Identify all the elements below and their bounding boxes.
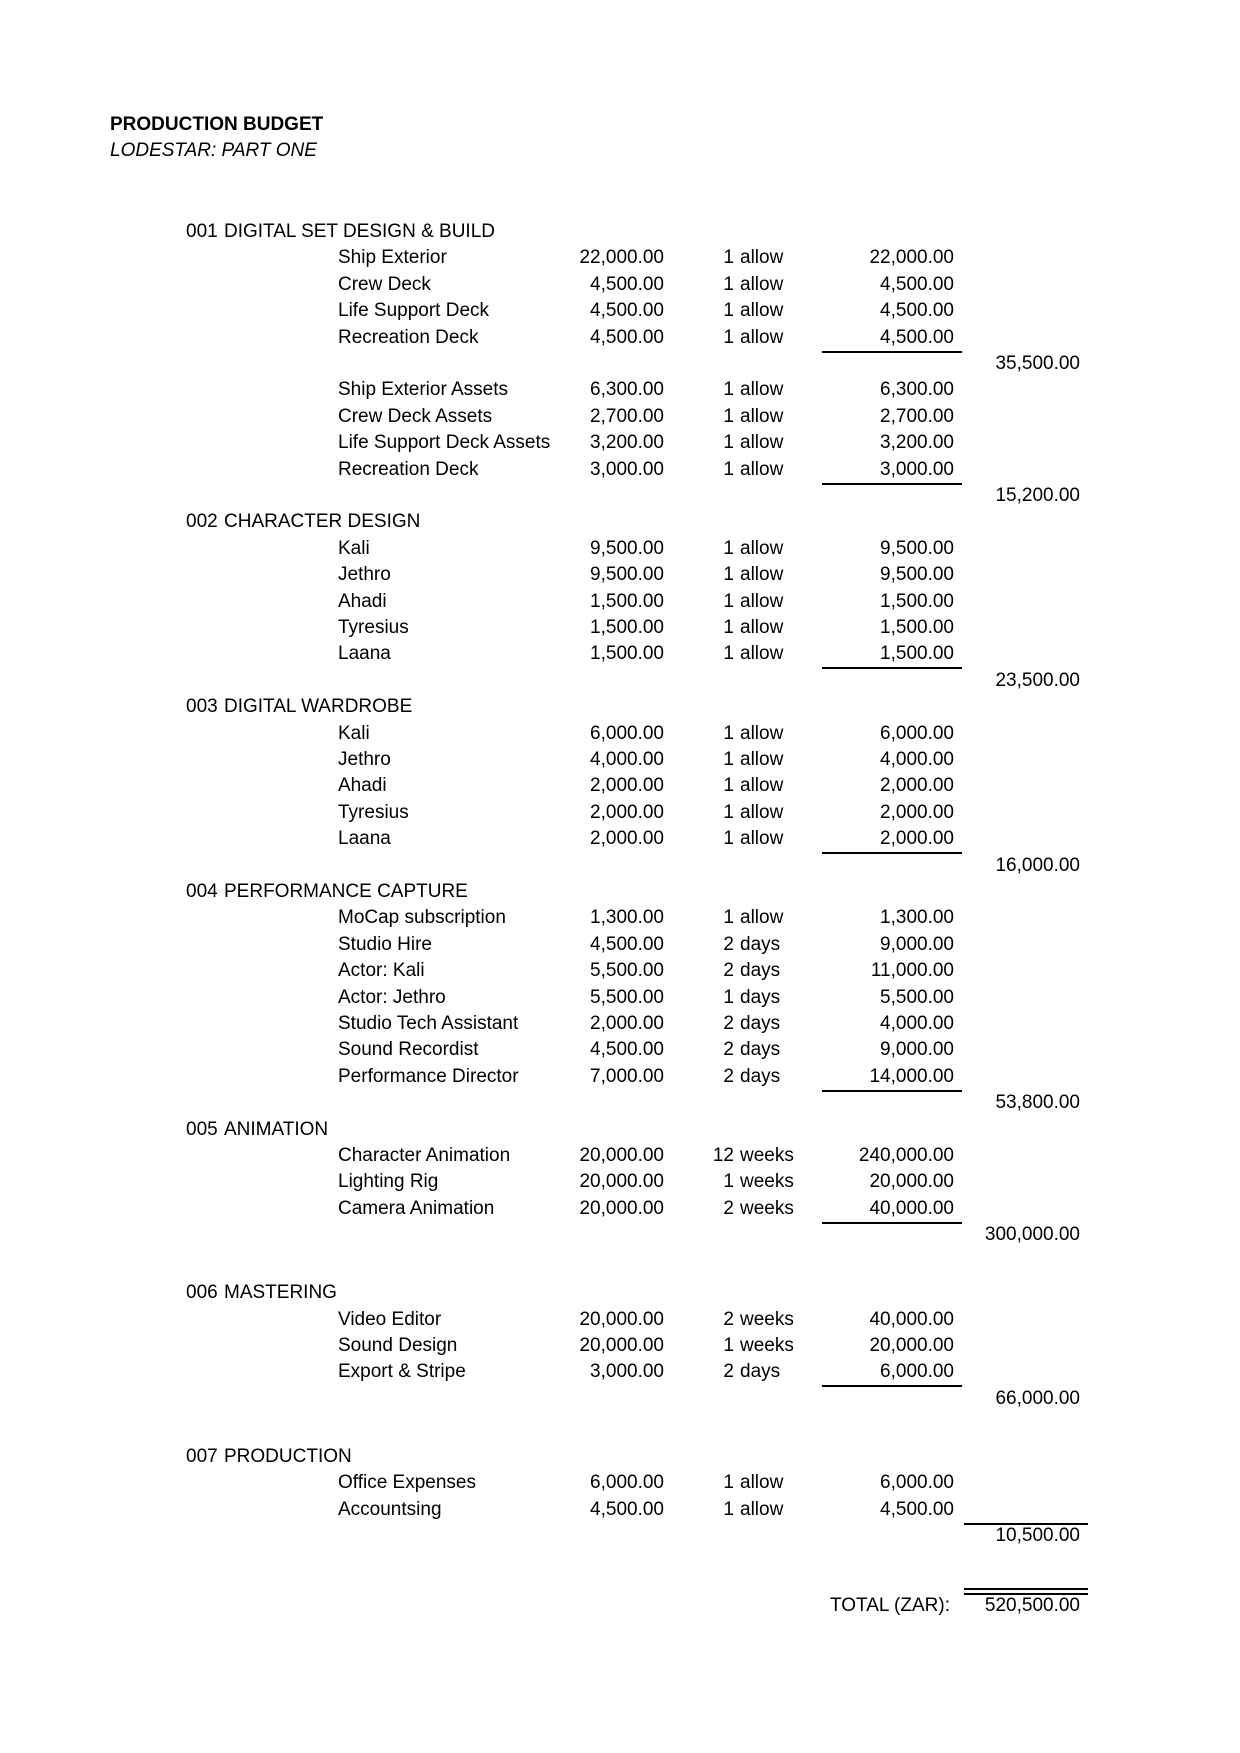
- section-code: 007: [186, 1445, 218, 1467]
- line-item-label: Studio Tech Assistant: [338, 1013, 519, 1034]
- line-item-quantity: [704, 987, 814, 1009]
- total-double-rule-top: [964, 1588, 1088, 1590]
- line-item-rate: 9,500.00: [590, 537, 664, 559]
- line-item-quantity: [704, 1198, 814, 1220]
- line-item-quantity: [704, 247, 814, 269]
- line-item-quantity: [704, 1335, 814, 1357]
- line-item-label: Kali: [338, 722, 370, 744]
- line-item-quantity: [704, 379, 814, 401]
- quantity-unit: allow: [740, 828, 784, 850]
- section-code: 003: [186, 696, 218, 718]
- page-subtitle: LODESTAR: PART ONE: [110, 140, 317, 161]
- line-item-rate: 3,000.00: [590, 458, 664, 480]
- quantity-unit: allow: [740, 537, 784, 559]
- quantity-number: 1: [723, 617, 734, 638]
- line-item-rate: 1,500.00: [590, 590, 664, 612]
- quantity-unit: allow: [740, 564, 784, 586]
- amount-rule: [822, 1385, 962, 1387]
- line-item-rate: 20,000.00: [579, 1145, 664, 1166]
- line-item-quantity: [704, 591, 814, 613]
- line-item-label: Lighting Rig: [338, 1171, 439, 1193]
- quantity-number: 2: [723, 1013, 734, 1034]
- line-item-amount: 6,000.00: [880, 1361, 954, 1383]
- section-code: 005: [186, 1118, 218, 1140]
- line-item-amount: 4,000.00: [880, 1013, 954, 1034]
- line-item-rate: 20,000.00: [579, 1171, 664, 1193]
- page-title: PRODUCTION BUDGET: [110, 114, 324, 135]
- quantity-number: 2: [723, 933, 734, 955]
- line-item-rate: 4,500.00: [590, 326, 664, 348]
- quantity-number: 2: [723, 960, 734, 982]
- line-item-quantity: [704, 1145, 814, 1167]
- line-item-label: Life Support Deck Assets: [338, 432, 551, 454]
- line-item-rate: 4,500.00: [590, 1498, 664, 1520]
- line-item-amount: 9,500.00: [880, 564, 954, 586]
- quantity-unit: allow: [740, 749, 784, 770]
- line-item-rate: 2,000.00: [590, 1013, 664, 1034]
- line-item-quantity: [704, 1499, 814, 1521]
- quantity-unit: allow: [740, 775, 784, 797]
- line-item-label: Ship Exterior Assets: [338, 379, 509, 401]
- quantity-unit: allow: [740, 643, 784, 665]
- line-item-rate: 1,300.00: [590, 907, 664, 929]
- line-item-quantity: [704, 934, 814, 956]
- line-item-quantity: [704, 432, 814, 454]
- line-item-quantity: [704, 775, 814, 797]
- line-item-quantity: [704, 643, 814, 665]
- quantity-number: 2: [723, 1197, 734, 1219]
- quantity-unit: allow: [740, 458, 784, 480]
- line-item-rate: 5,500.00: [590, 960, 664, 982]
- line-item-quantity: [704, 1309, 814, 1331]
- line-item-rate: 4,000.00: [590, 749, 664, 770]
- quantity-number: 1: [723, 379, 734, 401]
- quantity-unit: weeks: [740, 1171, 794, 1193]
- line-item-quantity: [704, 723, 814, 745]
- quantity-unit: weeks: [740, 1335, 794, 1357]
- line-item-quantity: [704, 828, 814, 850]
- line-item-amount: 1,300.00: [880, 907, 954, 929]
- line-item-amount: 20,000.00: [869, 1335, 954, 1357]
- line-item-label: Camera Animation: [338, 1197, 495, 1219]
- line-item-rate: 2,000.00: [590, 801, 664, 823]
- line-item-label: Tyresius: [338, 617, 409, 638]
- line-item-quantity: [704, 1171, 814, 1193]
- section-name: PRODUCTION: [224, 1445, 352, 1467]
- line-item-label: Life Support Deck: [338, 300, 490, 322]
- quantity-unit: allow: [740, 1472, 784, 1494]
- amount-rule: [822, 483, 962, 485]
- quantity-number: 2: [723, 1308, 734, 1330]
- quantity-number: 1: [723, 458, 734, 480]
- line-item-rate: 20,000.00: [579, 1197, 664, 1219]
- line-item-rate: 4,500.00: [590, 300, 664, 322]
- line-item-rate: 2,700.00: [590, 405, 664, 427]
- quantity-unit: allow: [740, 273, 784, 295]
- quantity-number: 1: [723, 907, 734, 929]
- line-item-label: Performance Director: [338, 1065, 519, 1087]
- quantity-unit: allow: [740, 432, 784, 454]
- amount-rule: [822, 351, 962, 353]
- line-item-amount: 9,500.00: [880, 537, 954, 559]
- line-item-amount: 6,300.00: [880, 379, 954, 401]
- line-item-quantity: [704, 1013, 814, 1035]
- line-item-label: Ahadi: [338, 590, 387, 612]
- line-item-label: Crew Deck Assets: [338, 405, 493, 427]
- quantity-unit: days: [740, 960, 781, 982]
- line-item-label: Tyresius: [338, 801, 409, 823]
- line-item-quantity: [704, 274, 814, 296]
- amount-rule: [822, 1222, 962, 1224]
- quantity-unit: days: [740, 1361, 781, 1383]
- quantity-number: 1: [723, 801, 734, 823]
- group-subtotal: 300,000.00: [984, 1224, 1080, 1246]
- total-value: 520,500.00: [984, 1595, 1080, 1616]
- section-name: MASTERING: [224, 1282, 337, 1304]
- quantity-unit: allow: [740, 907, 784, 929]
- section-name: PERFORMANCE CAPTURE: [224, 881, 468, 902]
- quantity-unit: allow: [740, 405, 784, 427]
- line-item-amount: 1,500.00: [880, 590, 954, 612]
- quantity-unit: days: [740, 1039, 781, 1061]
- quantity-number: 1: [723, 1498, 734, 1520]
- quantity-number: 1: [723, 1472, 734, 1494]
- line-item-label: Actor: Kali: [338, 960, 425, 982]
- group-subtotal: 16,000.00: [995, 854, 1080, 876]
- line-item-amount: 4,000.00: [880, 749, 954, 770]
- line-item-rate: 6,300.00: [590, 379, 664, 401]
- line-item-label: MoCap subscription: [338, 907, 506, 929]
- line-item-label: Ship Exterior: [338, 247, 447, 269]
- line-item-rate: 2,000.00: [590, 775, 664, 797]
- line-item-rate: 3,000.00: [590, 1361, 664, 1383]
- line-item-quantity: [704, 1039, 814, 1061]
- line-item-label: Video Editor: [338, 1308, 442, 1330]
- quantity-number: 1: [723, 749, 734, 770]
- quantity-number: 1: [723, 537, 734, 559]
- line-item-rate: 6,000.00: [590, 1472, 664, 1494]
- line-item-amount: 5,500.00: [880, 986, 954, 1008]
- line-item-amount: 3,200.00: [880, 432, 954, 454]
- quantity-unit: allow: [740, 326, 784, 348]
- quantity-number: 1: [723, 590, 734, 612]
- line-item-rate: 20,000.00: [579, 1308, 664, 1330]
- line-item-rate: 22,000.00: [579, 247, 664, 269]
- line-item-label: Laana: [338, 643, 391, 665]
- section-code: 004: [186, 881, 218, 902]
- quantity-number: 1: [723, 300, 734, 322]
- section-code: 006: [186, 1282, 218, 1304]
- line-item-label: Office Expenses: [338, 1472, 477, 1494]
- line-item-quantity: [704, 1361, 814, 1383]
- group-subtotal: 10,500.00: [995, 1525, 1080, 1547]
- section-code: 002: [186, 511, 218, 533]
- line-item-amount: 11,000.00: [870, 960, 954, 982]
- quantity-unit: allow: [740, 379, 784, 401]
- line-item-amount: 1,500.00: [880, 643, 954, 665]
- quantity-number: 1: [723, 643, 734, 665]
- line-item-label: Sound Recordist: [338, 1039, 479, 1061]
- line-item-quantity: [704, 327, 814, 349]
- line-item-label: Jethro: [338, 749, 391, 770]
- quantity-unit: allow: [740, 300, 784, 322]
- line-item-amount: 3,000.00: [880, 458, 954, 480]
- group-subtotal: 53,800.00: [995, 1092, 1080, 1114]
- quantity-unit: weeks: [740, 1197, 794, 1219]
- line-item-label: Recreation Deck: [338, 458, 479, 480]
- line-item-amount: 22,000.00: [869, 247, 954, 269]
- line-item-quantity: [704, 459, 814, 481]
- quantity-unit: weeks: [740, 1308, 794, 1330]
- quantity-number: 1: [723, 722, 734, 744]
- line-item-label: Studio Hire: [338, 933, 432, 955]
- line-item-amount: 9,000.00: [880, 1039, 954, 1061]
- line-item-rate: 6,000.00: [590, 722, 664, 744]
- line-item-amount: 2,000.00: [880, 828, 954, 850]
- line-item-label: Sound Design: [338, 1335, 458, 1357]
- quantity-unit: allow: [740, 617, 784, 638]
- quantity-number: 2: [723, 1361, 734, 1383]
- line-item-label: Kali: [338, 537, 370, 559]
- line-item-label: Export & Stripe: [338, 1361, 466, 1383]
- quantity-number: 1: [723, 775, 734, 797]
- quantity-number: 1: [723, 273, 734, 295]
- amount-rule: [822, 667, 962, 669]
- total-label: TOTAL (ZAR):: [830, 1595, 950, 1616]
- line-item-quantity: [704, 1472, 814, 1494]
- quantity-number: 1: [723, 564, 734, 586]
- amount-rule: [822, 1090, 962, 1092]
- quantity-unit: allow: [740, 247, 784, 269]
- line-item-quantity: [704, 538, 814, 560]
- line-item-amount: 40,000.00: [869, 1197, 954, 1219]
- quantity-unit: allow: [740, 1498, 784, 1520]
- quantity-number: 12: [712, 1145, 734, 1166]
- line-item-rate: 20,000.00: [579, 1335, 664, 1357]
- line-item-label: Accountsing: [338, 1498, 442, 1520]
- quantity-number: 2: [723, 1039, 734, 1061]
- section-name: ANIMATION: [224, 1118, 329, 1140]
- quantity-number: 1: [723, 326, 734, 348]
- line-item-amount: 4,500.00: [880, 1498, 954, 1520]
- quantity-number: 1: [723, 1171, 734, 1193]
- line-item-amount: 4,500.00: [880, 273, 954, 295]
- line-item-amount: 9,000.00: [880, 933, 954, 955]
- quantity-number: 1: [723, 247, 734, 269]
- section-code: 001: [186, 221, 218, 242]
- section-name: DIGITAL WARDROBE: [224, 696, 413, 718]
- line-item-rate: 4,500.00: [590, 933, 664, 955]
- quantity-unit: days: [740, 1065, 781, 1087]
- line-item-label: Ahadi: [338, 775, 387, 797]
- quantity-number: 1: [723, 432, 734, 454]
- line-item-rate: 4,500.00: [590, 1039, 664, 1061]
- line-item-quantity: [704, 907, 814, 929]
- line-item-quantity: [704, 749, 814, 771]
- line-item-rate: 4,500.00: [590, 273, 664, 295]
- line-item-quantity: [704, 300, 814, 322]
- line-item-rate: 3,200.00: [590, 432, 664, 454]
- line-item-rate: 9,500.00: [590, 564, 664, 586]
- line-item-label: Actor: Jethro: [338, 986, 446, 1008]
- line-item-amount: 240,000.00: [858, 1145, 954, 1166]
- quantity-number: 1: [723, 405, 734, 427]
- quantity-unit: allow: [740, 722, 784, 744]
- quantity-number: 1: [723, 828, 734, 850]
- line-item-amount: 2,700.00: [880, 405, 954, 427]
- section-name: DIGITAL SET DESIGN & BUILD: [224, 221, 495, 242]
- line-item-rate: 7,000.00: [590, 1065, 664, 1087]
- line-item-quantity: [704, 617, 814, 639]
- line-item-quantity: [704, 960, 814, 982]
- group-subtotal: 15,200.00: [995, 485, 1080, 506]
- quantity-unit: weeks: [740, 1145, 794, 1166]
- line-item-rate: 2,000.00: [590, 828, 664, 850]
- quantity-unit: days: [740, 933, 781, 955]
- line-item-label: Laana: [338, 828, 391, 850]
- group-subtotal: 35,500.00: [995, 353, 1080, 374]
- line-item-amount: 2,000.00: [880, 801, 954, 823]
- group-subtotal: 66,000.00: [995, 1387, 1080, 1409]
- line-item-rate: 5,500.00: [590, 986, 664, 1008]
- line-item-amount: 40,000.00: [869, 1308, 954, 1330]
- line-item-quantity: [704, 802, 814, 824]
- line-item-rate: 1,500.00: [590, 617, 664, 638]
- line-item-amount: 2,000.00: [880, 775, 954, 797]
- section-name: CHARACTER DESIGN: [224, 511, 421, 533]
- quantity-unit: allow: [740, 590, 784, 612]
- line-item-amount: 1,500.00: [880, 617, 954, 638]
- line-item-label: Jethro: [338, 564, 391, 586]
- line-item-quantity: [704, 406, 814, 428]
- line-item-quantity: [704, 1066, 814, 1088]
- line-item-amount: 4,500.00: [880, 300, 954, 322]
- line-item-label: Crew Deck: [338, 273, 431, 295]
- line-item-amount: 4,500.00: [880, 326, 954, 348]
- line-item-amount: 6,000.00: [880, 722, 954, 744]
- group-subtotal: 23,500.00: [995, 669, 1080, 691]
- line-item-amount: 14,000.00: [869, 1065, 954, 1087]
- quantity-unit: days: [740, 986, 781, 1008]
- line-item-rate: 1,500.00: [590, 643, 664, 665]
- quantity-number: 1: [723, 1335, 734, 1357]
- line-item-amount: 20,000.00: [869, 1171, 954, 1193]
- amount-rule: [822, 852, 962, 854]
- quantity-number: 1: [723, 986, 734, 1008]
- quantity-number: 2: [723, 1065, 734, 1087]
- line-item-label: Recreation Deck: [338, 326, 479, 348]
- quantity-unit: allow: [740, 801, 784, 823]
- line-item-quantity: [704, 564, 814, 586]
- line-item-label: Character Animation: [338, 1145, 511, 1166]
- quantity-unit: days: [740, 1013, 781, 1034]
- line-item-amount: 6,000.00: [880, 1472, 954, 1494]
